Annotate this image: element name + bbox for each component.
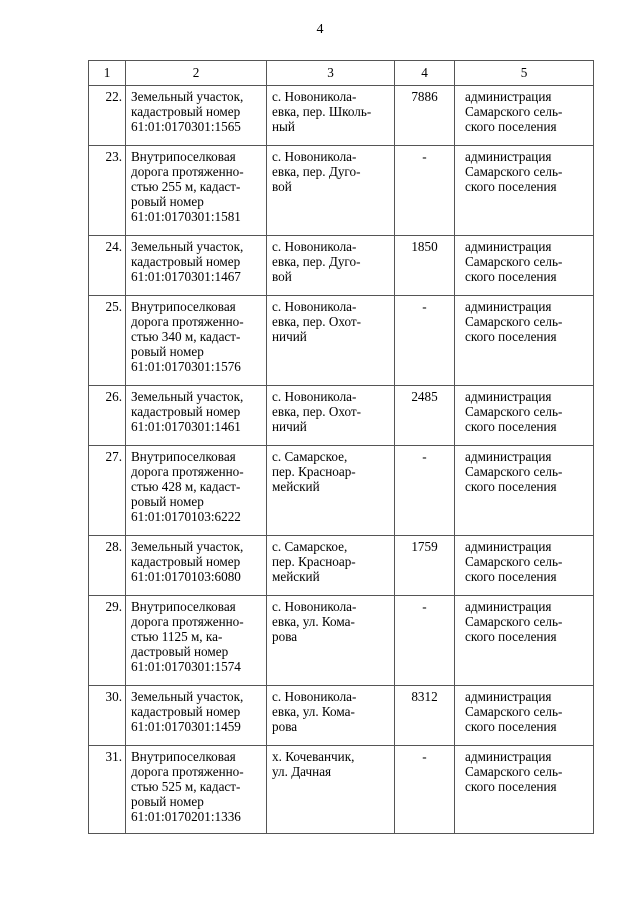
header-cell-3: 3 — [267, 61, 395, 86]
table-row — [89, 596, 594, 686]
row-number: 24. — [89, 236, 126, 296]
header-cell-4: 4 — [395, 61, 455, 86]
object-owner: администрация Самарского сель- ского поселения — [455, 146, 594, 236]
object-description: Земельный участок, кадастровый номер 61:01:0170301:1565 — [126, 86, 267, 146]
object-address: с. Новоникола- евка, пер. Дуго- вой — [267, 146, 395, 236]
header-cell-1: 1 — [89, 61, 126, 86]
row-number: 23. — [89, 146, 126, 236]
object-description: Внутрипоселковая дорога протяженно- стью 525 м, кадаст- ровый номер 61:01:0170201:1336 — [126, 746, 267, 834]
object-address: с. Новоникола- евка, ул. Кома- рова — [267, 686, 395, 746]
object-address: с. Новоникола- евка, пер. Охот- ничий — [267, 386, 395, 446]
object-owner: администрация Самарского сель- ского поселения — [455, 596, 594, 686]
row-number: 22. — [89, 86, 126, 146]
object-address: с. Самарское, пер. Красноар- мейский — [267, 536, 395, 596]
object-address: с. Самарское, пер. Красноар- мейский — [267, 446, 395, 536]
object-description: Земельный участок, кадастровый номер 61:01:0170301:1467 — [126, 236, 267, 296]
object-owner: администрация Самарского сель- ского поселения — [455, 386, 594, 446]
table-row — [89, 236, 594, 296]
object-area: - — [395, 296, 455, 386]
table-row — [89, 746, 594, 834]
table-header-row — [89, 61, 594, 86]
object-area: - — [395, 746, 455, 834]
object-area: - — [395, 446, 455, 536]
page-number: 4 — [316, 22, 324, 37]
object-description: Внутрипоселковая дорога протяженно- стью 428 м, кадаст- ровый номер 61:01:0170103:6222 — [126, 446, 267, 536]
object-area: 8312 — [395, 686, 455, 746]
object-area: 1850 — [395, 236, 455, 296]
object-description: Внутрипоселковая дорога протяженно- стью 340 м, кадаст- ровый номер 61:01:0170301:1576 — [126, 296, 267, 386]
object-address: с. Новоникола- евка, ул. Кома- рова — [267, 596, 395, 686]
table-row — [89, 386, 594, 446]
object-area: 1759 — [395, 536, 455, 596]
object-address: х. Кочеванчик, ул. Дачная — [267, 746, 395, 834]
object-description: Земельный участок, кадастровый номер 61:01:0170103:6080 — [126, 536, 267, 596]
object-owner: администрация Самарского сель- ского поселения — [455, 296, 594, 386]
property-table — [88, 60, 594, 834]
row-number: 30. — [89, 686, 126, 746]
object-address: с. Новоникола- евка, пер. Дуго- вой — [267, 236, 395, 296]
row-number: 27. — [89, 446, 126, 536]
object-description: Земельный участок, кадастровый номер 61:01:0170301:1459 — [126, 686, 267, 746]
object-owner: администрация Самарского сель- ского поселения — [455, 86, 594, 146]
object-owner: администрация Самарского сель- ского поселения — [455, 236, 594, 296]
object-description: Земельный участок, кадастровый номер 61:01:0170301:1461 — [126, 386, 267, 446]
object-owner: администрация Самарского сель- ского поселения — [455, 686, 594, 746]
header-cell-5: 5 — [455, 61, 594, 86]
row-number: 29. — [89, 596, 126, 686]
object-area: 7886 — [395, 86, 455, 146]
header-cell-2: 2 — [126, 61, 267, 86]
table-row — [89, 296, 594, 386]
object-address: с. Новоникола- евка, пер. Охот- ничий — [267, 296, 395, 386]
object-area: 2485 — [395, 386, 455, 446]
object-owner: администрация Самарского сель- ского поселения — [455, 536, 594, 596]
object-description: Внутрипоселковая дорога протяженно- стью 255 м, кадаст- ровый номер 61:01:0170301:1581 — [126, 146, 267, 236]
object-owner: администрация Самарского сель- ского поселения — [455, 746, 594, 834]
table-row — [89, 536, 594, 596]
object-owner: администрация Самарского сель- ского поселения — [455, 446, 594, 536]
table-row — [89, 86, 594, 146]
row-number: 25. — [89, 296, 126, 386]
row-number: 31. — [89, 746, 126, 834]
table-row — [89, 146, 594, 236]
object-description: Внутрипоселковая дорога протяженно- стью 1125 м, ка- дастровый номер 61:01:0170301:1574 — [126, 596, 267, 686]
object-area: - — [395, 596, 455, 686]
row-number: 28. — [89, 536, 126, 596]
object-address: с. Новоникола- евка, пер. Школь- ный — [267, 86, 395, 146]
object-area: - — [395, 146, 455, 236]
table-row — [89, 686, 594, 746]
row-number: 26. — [89, 386, 126, 446]
table-row — [89, 446, 594, 536]
